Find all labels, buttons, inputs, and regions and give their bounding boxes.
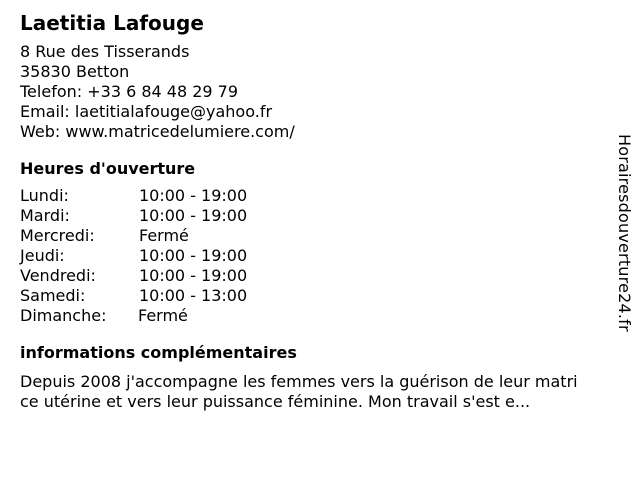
time-value: 10:00 - 19:00 — [139, 206, 248, 225]
hours-row — [20, 246, 610, 266]
day-label: Samedi: — [20, 286, 86, 305]
site-watermark: Horairesdouverture24.fr — [615, 134, 634, 332]
time-value: Fermé — [139, 226, 189, 245]
info-heading: informations complémentaires — [20, 343, 297, 362]
hours-row — [20, 266, 610, 286]
hours-row — [20, 306, 610, 326]
day-label: Jeudi: — [20, 246, 65, 265]
address-city: 35830 Betton — [20, 62, 130, 81]
time-value: 10:00 - 13:00 — [139, 286, 248, 305]
day-label: Lundi: — [20, 186, 69, 205]
contact-block — [20, 42, 610, 142]
info-text: Depuis 2008 j'accompagne les femmes vers la guérison de leur matrice utérine et vers leur puissance féminine. Mon travail s'est e... — [20, 372, 578, 411]
time-value: 10:00 - 19:00 — [139, 246, 248, 265]
hours-table — [20, 186, 610, 326]
hours-heading: Heures d'ouverture — [20, 159, 196, 178]
time-value: 10:00 - 19:00 — [139, 186, 248, 205]
hours-row — [20, 226, 610, 246]
business-name: Laetitia Lafouge — [20, 11, 204, 35]
day-label: Mardi: — [20, 206, 70, 225]
day-label: Dimanche: — [20, 306, 107, 325]
phone-line: Telefon: +33 6 84 48 29 79 — [20, 82, 239, 101]
time-value: Fermé — [138, 306, 188, 325]
email-line: Email: laetitialafouge@yahoo.fr — [20, 102, 273, 121]
hours-row — [20, 206, 610, 226]
day-label: Mercredi: — [20, 226, 95, 245]
hours-row — [20, 286, 610, 306]
time-value: 10:00 - 19:00 — [139, 266, 248, 285]
web-line: Web: www.matricedelumiere.com/ — [20, 122, 295, 141]
day-label: Vendredi: — [20, 266, 96, 285]
business-card — [20, 10, 610, 412]
address-street: 8 Rue des Tisserands — [20, 42, 190, 61]
hours-row — [20, 186, 610, 206]
